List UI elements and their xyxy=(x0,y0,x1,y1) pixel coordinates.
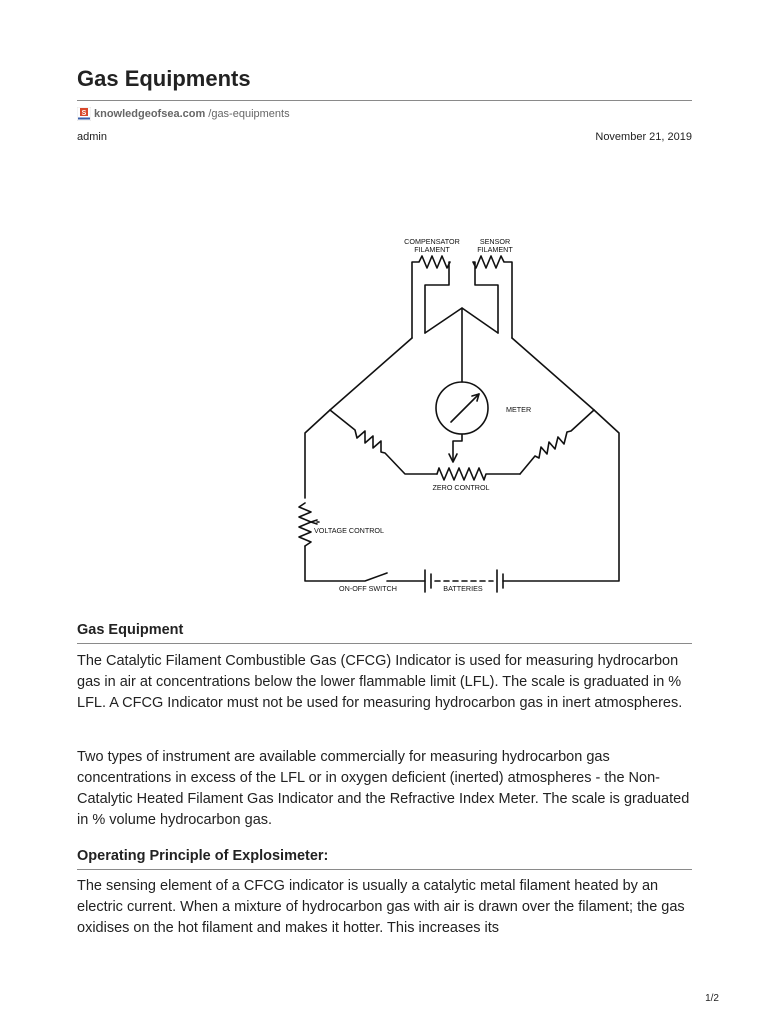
section-heading-operating-principle: Operating Principle of Explosimeter: xyxy=(77,848,692,870)
source-domain-link[interactable]: knowledgeofsea.com xyxy=(94,108,206,120)
voltage-control-label: VOLTAGE CONTROL xyxy=(314,526,385,535)
zero-control-resistor xyxy=(437,468,520,480)
return-wire xyxy=(503,410,619,581)
sensor-filament-wire xyxy=(473,256,512,338)
voltage-control-wire xyxy=(305,410,330,498)
bridge-top-left-wire xyxy=(330,338,412,410)
compensator-label-line2: FILAMENT xyxy=(414,245,450,254)
voltage-control-resistor xyxy=(299,503,311,546)
publish-date: November 21, 2019 xyxy=(595,131,692,143)
paragraph-cfcg-intro: The Catalytic Filament Combustible Gas (CFCG) Indicator is used for measuring hydrocarbon gas in air at concentrations below the lower flammable limit (LFL). The scale is graduated in % LFL. A CFCG Indicator must not be used for measuring hydrocarbon gas in inert atmospheres. xyxy=(77,653,683,711)
paragraph-instrument-types: Two types of instrument are available commercially for measuring hydrocarbon gas concentrations in excess of the LFL or in oxygen deficient (inerted) atmospheres - the Non- Catalytic Heated Filament Gas Indicator and the Refractive Index Meter. The scale is graduated in % volume hydrocarbon gas. xyxy=(77,749,690,828)
zero-control-label: ZERO CONTROL xyxy=(432,483,490,492)
source-path: /gas-equipments xyxy=(208,108,290,120)
source-line xyxy=(77,107,290,121)
site-logo-icon xyxy=(77,107,91,121)
bottom-left-wire xyxy=(305,546,387,581)
title-divider xyxy=(77,100,692,101)
cfcg-circuit-diagram xyxy=(277,228,647,600)
sensor-label-line2: FILAMENT xyxy=(477,245,513,254)
bridge-lower-left-resistor xyxy=(330,410,437,474)
bridge-lower-right-resistor xyxy=(520,410,594,474)
voltage-control-arrow xyxy=(311,520,317,524)
section-heading-gas-equipment: Gas Equipment xyxy=(77,622,692,644)
svg-text:S: S xyxy=(81,110,87,117)
on-off-switch-label: ON-OFF SWITCH xyxy=(339,584,397,593)
page-title: Gas Equipments xyxy=(77,66,251,91)
sensor-label-line1: SENSOR xyxy=(479,237,511,246)
meter-needle xyxy=(451,394,479,422)
page-number: 1/2 xyxy=(705,993,719,1004)
compensator-filament-wire xyxy=(412,256,450,338)
meter-label: METER xyxy=(506,405,532,414)
meter-lead-bottom xyxy=(453,434,462,460)
author-name: admin xyxy=(77,131,107,143)
meter-dial xyxy=(436,382,488,434)
bridge-top-right-wire xyxy=(512,338,594,410)
compensator-label-line1: COMPENSATOR xyxy=(404,237,460,246)
paragraph-sensing-element: The sensing element of a CFCG indicator is usually a catalytic metal filament heated by an electric current. When a mixture of hydrocarbon gas with air is drawn over the filament; the gas oxidises on the hot filament and makes it hotter. This increases its xyxy=(77,878,685,936)
batteries-label: BATTERIES xyxy=(443,584,483,593)
